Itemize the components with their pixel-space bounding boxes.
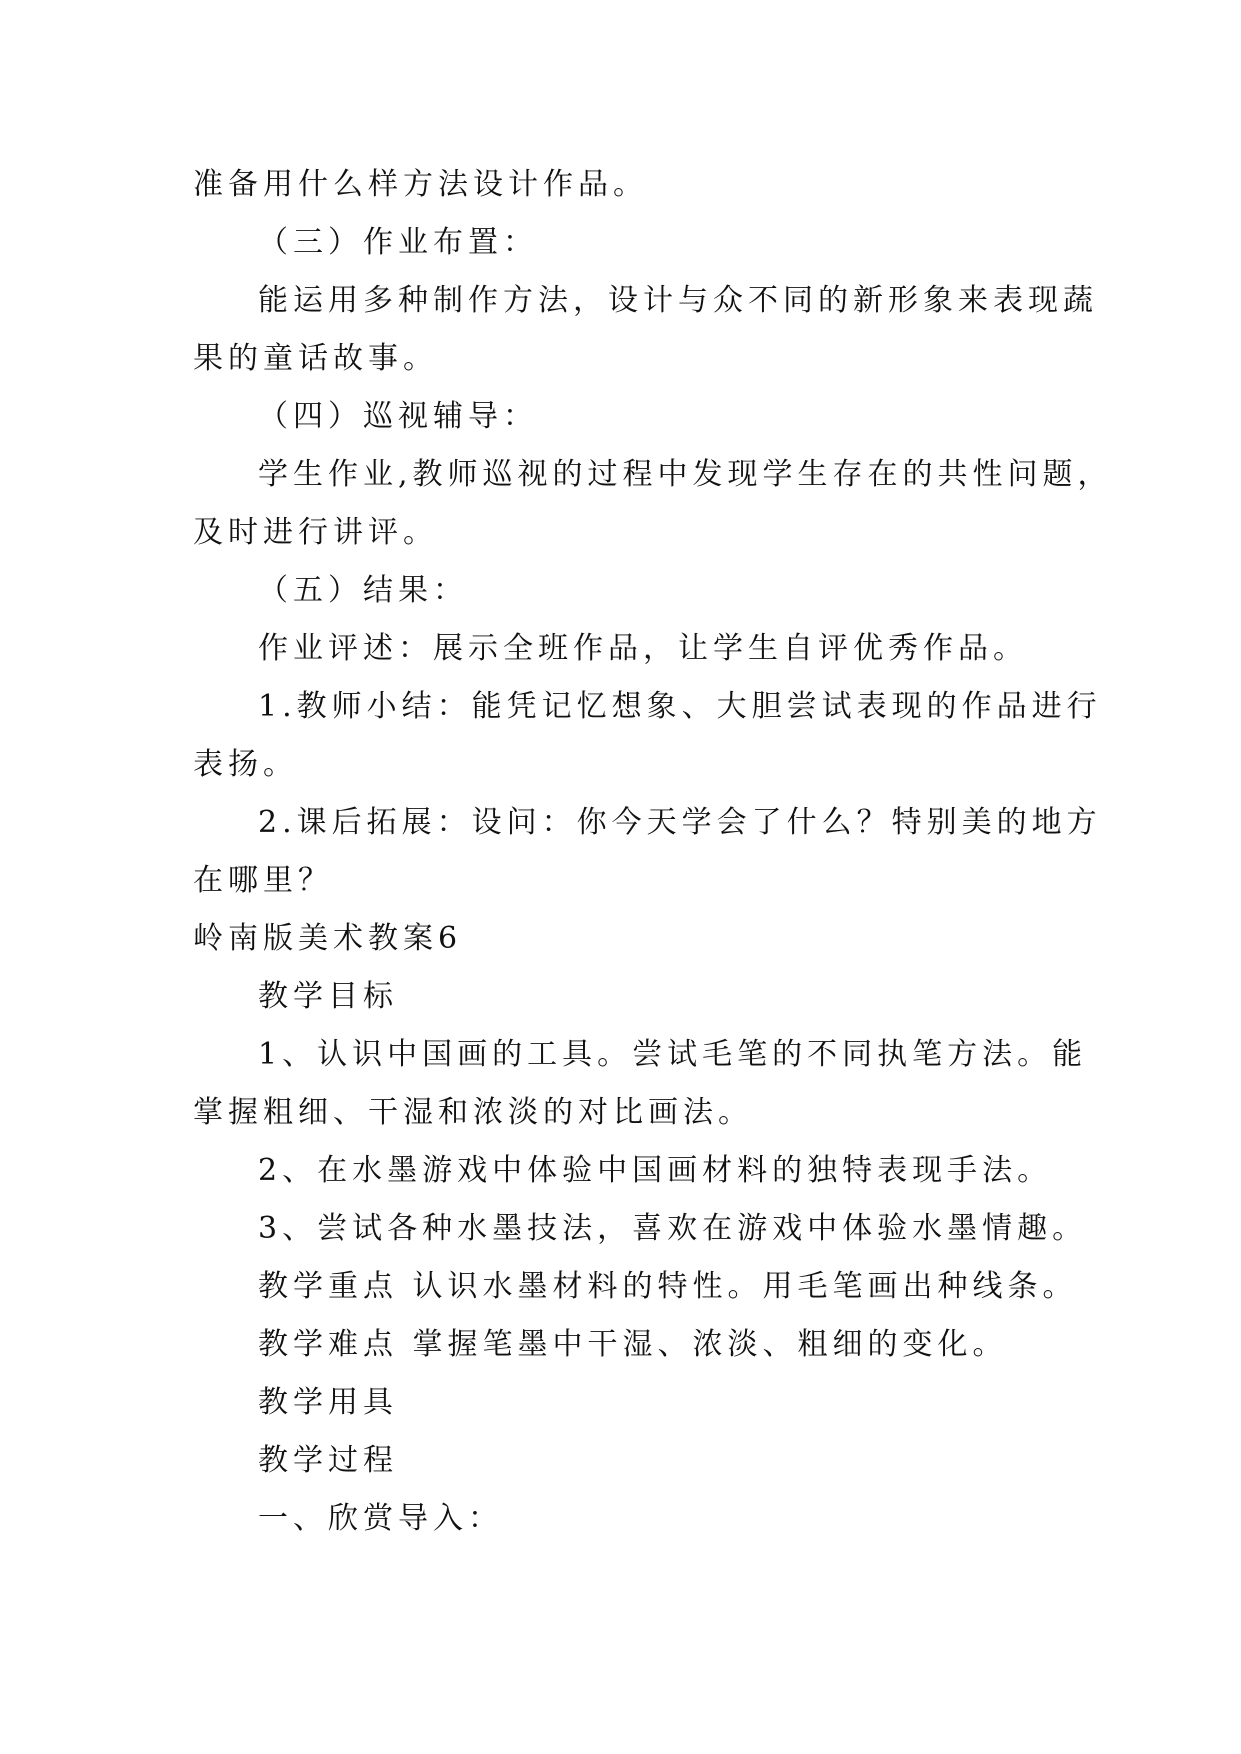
text-line: 及时进行讲评。 <box>193 515 438 550</box>
text-line: 学生作业,教师巡视的过程中发现学生存在的共性问题， <box>258 457 1113 492</box>
section-heading: 一、欣赏导入： <box>258 1501 503 1536</box>
text-line: 表扬。 <box>193 747 298 782</box>
section-heading: （四）巡视辅导： <box>258 399 538 434</box>
section-heading: 教学目标 <box>258 979 398 1014</box>
text-line: 3、尝试各种水墨技法，喜欢在游戏中体验水墨情趣。 <box>258 1211 1088 1246</box>
text-line: 2.课后拓展：设问：你今天学会了什么？特别美的地方 <box>258 805 1102 840</box>
text-line: 在哪里？ <box>193 863 333 898</box>
text-line: 作业评述：展示全班作品，让学生自评优秀作品。 <box>258 631 1028 666</box>
section-heading: （五）结果： <box>258 573 468 608</box>
document-title: 岭南版美术教案6 <box>193 921 463 956</box>
text-line: 1、认识中国画的工具。尝试毛笔的不同执笔方法。能 <box>258 1037 1088 1072</box>
text-line: 能运用多种制作方法，设计与众不同的新形象来表现蔬 <box>258 283 1098 318</box>
text-line: 准备用什么样方法设计作品。 <box>193 167 648 202</box>
text-line: 掌握粗细、干湿和浓淡的对比画法。 <box>193 1095 753 1130</box>
section-heading: （三）作业布置： <box>258 225 538 260</box>
text-line: 1.教师小结：能凭记忆想象、大胆尝试表现的作品进行 <box>258 689 1102 724</box>
text-line: 果的童话故事。 <box>193 341 438 376</box>
section-heading: 教学过程 <box>258 1443 398 1478</box>
text-line: 教学难点 掌握笔墨中干湿、浓淡、粗细的变化。 <box>258 1327 1008 1362</box>
text-line: 教学重点 认识水墨材料的特性。用毛笔画出种线条。 <box>258 1269 1078 1304</box>
section-heading: 教学用具 <box>258 1385 398 1420</box>
text-line: 2、在水墨游戏中体验中国画材料的独特表现手法。 <box>258 1153 1053 1188</box>
